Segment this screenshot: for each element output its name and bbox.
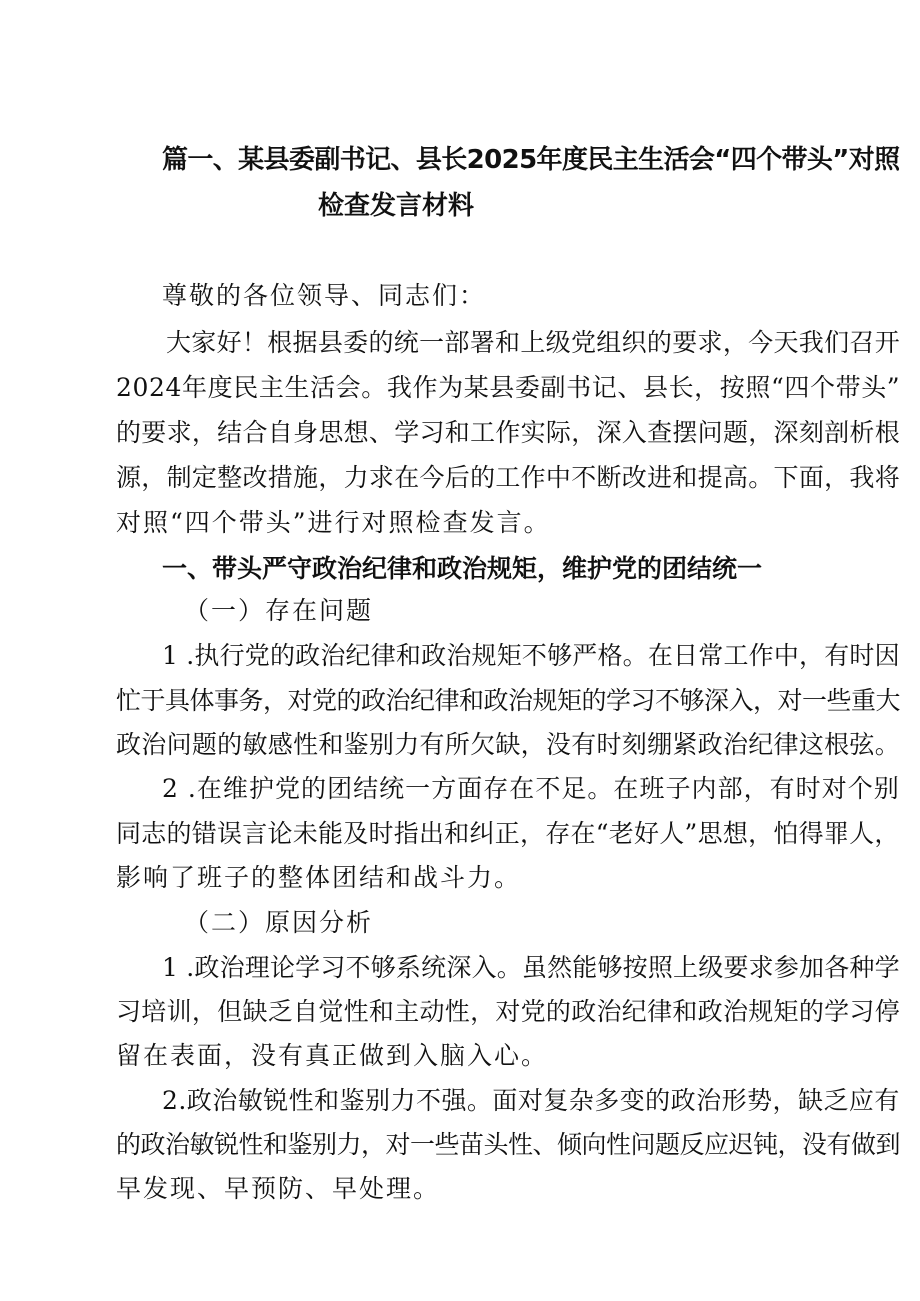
intro-line-3: 的要求，结合自身思想、学习和工作实际，深入查摆问题，深刻剖析根 [116, 418, 901, 447]
reason-1-line-2: 习培训，但缺乏自觉性和主动性，对党的政治纪律和政治规矩的学习停 [116, 997, 901, 1026]
reason-2-line-3: 早发现、早预防、早处理。 [116, 1174, 441, 1203]
subsection-problems-heading: （一）存在问题 [184, 596, 374, 625]
subsection-reasons-heading: （二）原因分析 [184, 908, 374, 937]
problem-2-line-1: 2 .在维护党的团结统一方面存在不足。在班子内部，有时对个别 [162, 774, 900, 803]
problem-2-line-3: 影响了班子的整体团结和战斗力。 [116, 863, 522, 892]
salutation: 尊敬的各位领导、同志们： [162, 281, 487, 310]
intro-line-4: 源，制定整改措施，力求在今后的工作中不断改进和提高。下面，我将 [116, 463, 901, 492]
reason-1-line-3: 留在表面，没有真正做到入脑入心。 [116, 1041, 549, 1070]
intro-line-5: 对照“四个带头”进行对照检查发言。 [116, 508, 551, 537]
intro-line-1: 大家好！根据县委的统一部署和上级党组织的要求，今天我们召开 [166, 328, 901, 357]
problem-1-line-2: 忙于具体事务，对党的政治纪律和政治规矩的学习不够深入，对一些重大 [116, 686, 901, 715]
problem-1-line-3: 政治问题的敏感性和鉴别力有所欠缺，没有时刻绷紧政治纪律这根弦。 [116, 730, 901, 759]
reason-1-line-1: 1 .政治理论学习不够系统深入。虽然能够按照上级要求参加各种学 [162, 953, 900, 982]
section-1-heading: 一、带头严守政治纪律和政治规矩，维护党的团结统一 [162, 554, 763, 583]
document-title-line-1: 篇一、某县委副书记、县长2025年度民主生活会“四个带头”对照 [162, 145, 900, 175]
document-title-line-2: 检查发言材料 [318, 191, 475, 221]
reason-2-line-2: 的政治敏锐性和鉴别力，对一些苗头性、倾向性问题反应迟钝，没有做到 [116, 1130, 901, 1159]
intro-line-2: 2024年度民主生活会。我作为某县委副书记、县长，按照“四个带头” [116, 373, 901, 402]
problem-1-line-1: 1 .执行党的政治纪律和政治规矩不够严格。在日常工作中，有时因 [162, 641, 900, 670]
reason-2-line-1: 2.政治敏锐性和鉴别力不强。面对复杂多变的政治形势，缺乏应有 [162, 1086, 900, 1115]
problem-2-line-2: 同志的错误言论未能及时指出和纠正，存在“老好人”思想，怕得罪人， [116, 819, 900, 848]
